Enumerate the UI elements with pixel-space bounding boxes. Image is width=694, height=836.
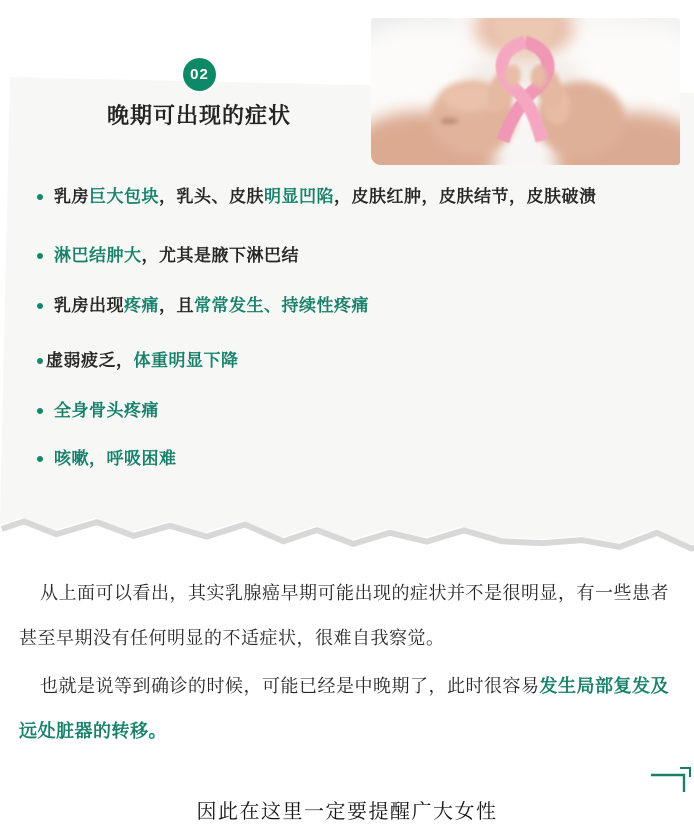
highlighted-text: 体重明显下降 [133, 351, 239, 370]
symptom-text [54, 186, 597, 208]
list-item [37, 186, 662, 208]
plain-text: ，且 [159, 296, 194, 315]
plain-text: 乳房出现 [54, 296, 124, 315]
section-number-badge [183, 58, 216, 91]
plain-text: 虚弱疲乏， [46, 351, 134, 370]
bullet-dot-icon [37, 408, 43, 414]
closing-line: 因此在这里一定要提醒广大女性 [196, 801, 498, 823]
highlighted-text: 咳嗽，呼吸困难 [54, 449, 177, 468]
bullet-dot-icon [37, 456, 43, 462]
list-item [37, 400, 662, 422]
symptom-list [37, 186, 662, 470]
symptom-text [54, 295, 369, 317]
list-item [37, 295, 662, 317]
paragraph [19, 571, 675, 661]
bullet-dot-icon [37, 253, 43, 259]
plain-text: ，尤其是腋下淋巴结 [141, 246, 299, 265]
corner-bracket-icon [648, 762, 694, 796]
list-item [37, 245, 662, 267]
plain-text: 也就是说等到确诊的时候，可能已经是中晚期了，此时很容易 [40, 676, 540, 696]
symptom-text [46, 350, 239, 372]
pink-ribbon-photo-illustration [371, 18, 680, 165]
symptom-text [54, 448, 177, 470]
symptom-text [54, 400, 159, 422]
highlighted-text: 疼痛 [124, 296, 159, 315]
plain-text: 乳房 [54, 187, 89, 206]
highlighted-text: 常常发生、持续性疼痛 [194, 296, 369, 315]
plain-text: 从上面可以看出，其实乳腺癌早期可能出现的症状并不是很明显，有一些患者甚至早期没有任何明显的不适症状，很难自我察觉。 [19, 583, 669, 648]
photo-woman-holding-pink-ribbon [371, 18, 680, 165]
section-number: 02 [190, 66, 209, 83]
bullet-dot-icon [37, 303, 43, 309]
bullet-dot-icon [37, 194, 43, 200]
paragraph [19, 664, 675, 754]
symptom-text [54, 245, 299, 267]
highlighted-text: 淋巴结肿大 [54, 246, 142, 265]
body-paragraphs [19, 571, 675, 754]
list-item [37, 350, 662, 372]
highlighted-text: 巨大包块 [89, 187, 159, 206]
section-title: 晚期可出现的症状 [106, 103, 291, 128]
highlighted-text: 发生局部复发及远处脏器的转移。 [19, 676, 669, 741]
highlighted-text: 明显凹陷 [264, 187, 334, 206]
plain-text: ，皮肤红肿，皮肤结节，皮肤破溃 [334, 187, 597, 206]
bullet-dot-icon [37, 358, 43, 364]
highlighted-text: 全身骨头疼痛 [54, 401, 159, 420]
list-item [37, 448, 662, 470]
plain-text: ，乳头、皮肤 [159, 187, 264, 206]
